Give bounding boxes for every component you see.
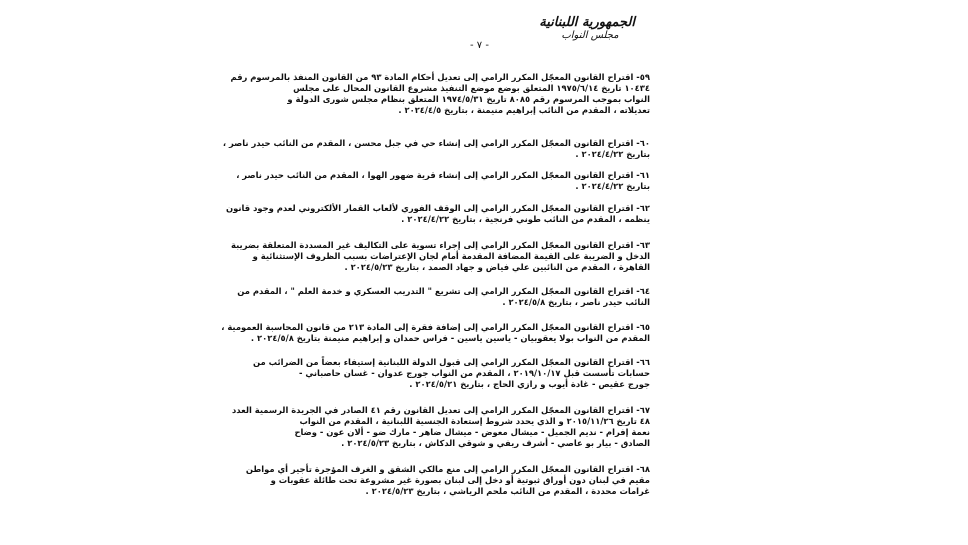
proposal-line bbox=[225, 203, 650, 214]
proposal-text: المقدم من النواب بولا يعقوبيان - ياسين ياسين - فراس حمدان و إبراهيم منيمنة بتاريخ ٢٠٢٤/٥/٨ . bbox=[250, 333, 650, 343]
logo-line-parliament: مجلس النواب bbox=[561, 30, 619, 42]
proposal-number: ٦٧- bbox=[636, 405, 650, 415]
proposal-item bbox=[237, 286, 650, 308]
proposal-item bbox=[230, 72, 650, 116]
proposal-line bbox=[318, 105, 650, 116]
proposal-line bbox=[222, 138, 650, 149]
proposal-line bbox=[230, 72, 650, 83]
proposal-item bbox=[231, 405, 650, 449]
proposal-text: ١٠٤٣٤ تاريخ ١٩٧٥/٦/١٤ المتعلق بوضع موضع التنفيذ مشروع القانون المحال على مجلس bbox=[293, 83, 650, 93]
proposal-text: ٤٨ تاريخ ٢٠١٥/١١/٢٦ و الذي يحدد شروط إستعادة الجنسية اللبنانية ، المقدم من النواب bbox=[299, 416, 650, 426]
proposal-text: بتاريخ ٢٠٢٤/٤/٢٢ . bbox=[575, 181, 650, 191]
proposal-number: ٦٥- bbox=[636, 322, 650, 332]
proposal-line bbox=[221, 322, 650, 333]
proposal-item bbox=[245, 464, 650, 497]
page-number: - ٧ - bbox=[470, 40, 489, 51]
proposal-number: ٦٤- bbox=[636, 286, 650, 296]
proposal-text: اقتراح القانون المعجّل المكرر الرامي إلى تشريع " التدريب العسكري و خدمة العلم " ، المقدم من bbox=[237, 286, 634, 296]
proposal-line bbox=[318, 379, 650, 390]
proposal-text: القاهرة ، المقدم من النائبين علي فياض و جهاد الصمد ، بتاريخ ٢٠٢٤/٥/٢٣ . bbox=[344, 262, 650, 272]
proposal-text: النائب حيدر ناصر ، بتاريخ ٢٠٢٤/٥/٨ . bbox=[502, 297, 650, 307]
proposal-item bbox=[231, 240, 650, 273]
proposal-line bbox=[236, 170, 650, 181]
proposal-text: بتاريخ ٢٠٢٤/٤/٢٢ . bbox=[575, 149, 650, 159]
proposal-line bbox=[318, 149, 650, 160]
proposal-text: حسابات تأسست قبل ٢٠١٩/١٠/١٧ ، المقدم من النواب جورج عدوان - غسان حاصباني - bbox=[298, 368, 650, 378]
proposal-line bbox=[252, 251, 650, 262]
proposal-text: الدخل و الضريبة على القيمة المضافة المقدمة أمام لجان الإعتراضات بسبب الظروف الإستثنائية و bbox=[252, 251, 650, 261]
proposal-text: النواب بموجب المرسوم رقم ٨٠٨٥ تاريخ ١٩٧٤/٥/٣١ المتعلق بنظام مجلس شورى الدولة و bbox=[287, 94, 650, 104]
proposal-line bbox=[318, 297, 650, 308]
parliament-logo bbox=[539, 15, 635, 42]
proposal-text: غرامات محددة ، المقدم من النائب ملحم الرياشي ، بتاريخ ٢٠٢٤/٥/٢٣ . bbox=[365, 486, 650, 496]
proposal-line bbox=[293, 83, 650, 94]
proposal-line bbox=[270, 475, 650, 486]
proposal-line bbox=[294, 427, 650, 438]
proposal-line bbox=[231, 405, 650, 416]
proposal-line bbox=[318, 262, 650, 273]
proposal-line bbox=[299, 416, 650, 427]
proposal-line bbox=[318, 438, 650, 449]
proposal-line bbox=[245, 464, 650, 475]
proposal-line bbox=[287, 94, 650, 105]
proposal-text: جورج عقيص - غادة أيوب و رازي الحاج ، بتاريخ ٢٠٢٤/٥/٢١ . bbox=[409, 379, 650, 389]
proposal-text: اقتراح القانون المعجّل المكرر الرامي إلى إضافة فقرة إلى المادة ٢١٣ من قانون المحاسبة العمومية ، bbox=[221, 322, 634, 332]
proposal-text: اقتراح القانون المعجّل المكرر الرامي إلى تعديل القانون رقم ٤١ الصادر في الجريدة الرسمية العدد bbox=[231, 405, 634, 415]
proposal-text: ينظمه ، المقدم من النائب طوني فرنجية ، بتاريخ ٢٠٢٤/٤/٢٢ . bbox=[401, 214, 650, 224]
proposal-line bbox=[237, 286, 650, 297]
proposal-text: نعمة إفرام - نديم الجميل - ميشال معوض - ميشال ضاهر - مارك ضو - ألان عون - وضاح bbox=[294, 427, 650, 437]
proposal-number: ٦٦- bbox=[636, 357, 650, 367]
proposal-number: ٦٨- bbox=[636, 464, 650, 474]
proposal-text: اقتراح القانون المعجّل المكرر الرامي إلى الوقف الفوري لألعاب القمار الألكتروني لعدم وجود قانون bbox=[225, 203, 634, 213]
proposal-number: ٦٠- bbox=[636, 138, 650, 148]
proposal-line bbox=[318, 486, 650, 497]
proposal-item bbox=[222, 138, 650, 160]
proposal-item bbox=[221, 322, 650, 344]
proposal-line bbox=[250, 333, 650, 344]
proposal-text: اقتراح القانون المعجّل المكرر الرامي إلى تعديل أحكام المادة ٩٣ من القانون المنفذ بالمرسوم رقم bbox=[230, 72, 634, 82]
proposal-line bbox=[298, 368, 650, 379]
proposal-text: الصادق - بيار بو عاصي - أشرف ريفي و شوقي الدكاش ، بتاريخ ٢٠٢٤/٥/٢٣ . bbox=[341, 438, 650, 448]
logo-line-republic: الجمهورية اللبنانية bbox=[539, 15, 635, 30]
proposal-text: اقتراح القانون المعجّل المكرر الرامي إلى إنشاء حي في جبل محسن ، المقدم من النائب حيدر ناصر ، bbox=[222, 138, 634, 148]
proposal-text: تعديلاته ، المقدم من النائب إبراهيم منيمنة ، بتاريخ ٢٠٢٤/٤/٥ . bbox=[398, 105, 650, 115]
proposal-item bbox=[225, 203, 650, 225]
proposal-line bbox=[318, 214, 650, 225]
proposal-item bbox=[252, 357, 650, 390]
proposal-text: مقيم في لبنان دون أوراق ثبوتية أو دخل إلى لبنان بصورة غير مشروعة تحت طائلة عقوبات و bbox=[270, 475, 650, 485]
proposal-number: ٦٢- bbox=[636, 203, 650, 213]
proposal-text: اقتراح القانون المعجّل المكرر الرامي إلى منع مالكي الشقق و الغرف المؤجرة تأجير أي مواطن bbox=[245, 464, 634, 474]
proposal-line bbox=[318, 181, 650, 192]
proposal-text: اقتراح القانون المعجّل المكرر الرامي إلى إنشاء قرية ضهور الهوا ، المقدم من النائب حيدر ناصر ، bbox=[236, 170, 634, 180]
proposal-number: ٦٣- bbox=[636, 240, 650, 250]
proposal-line bbox=[252, 357, 650, 368]
proposal-text: اقتراح القانون المعجّل المكرر الرامي إلى قبول الدولة اللبنانية إستيفاء بعضاً من الضرائب من bbox=[252, 357, 634, 367]
proposal-number: ٦١- bbox=[636, 170, 650, 180]
proposal-line bbox=[231, 240, 650, 251]
proposal-text: اقتراح القانون المعجّل المكرر الرامي إلى إجراء تسوية على التكاليف غير المسددة المتعلقة بضريبة bbox=[231, 240, 634, 250]
proposal-item bbox=[236, 170, 650, 192]
proposal-number: ٥٩- bbox=[636, 72, 650, 82]
